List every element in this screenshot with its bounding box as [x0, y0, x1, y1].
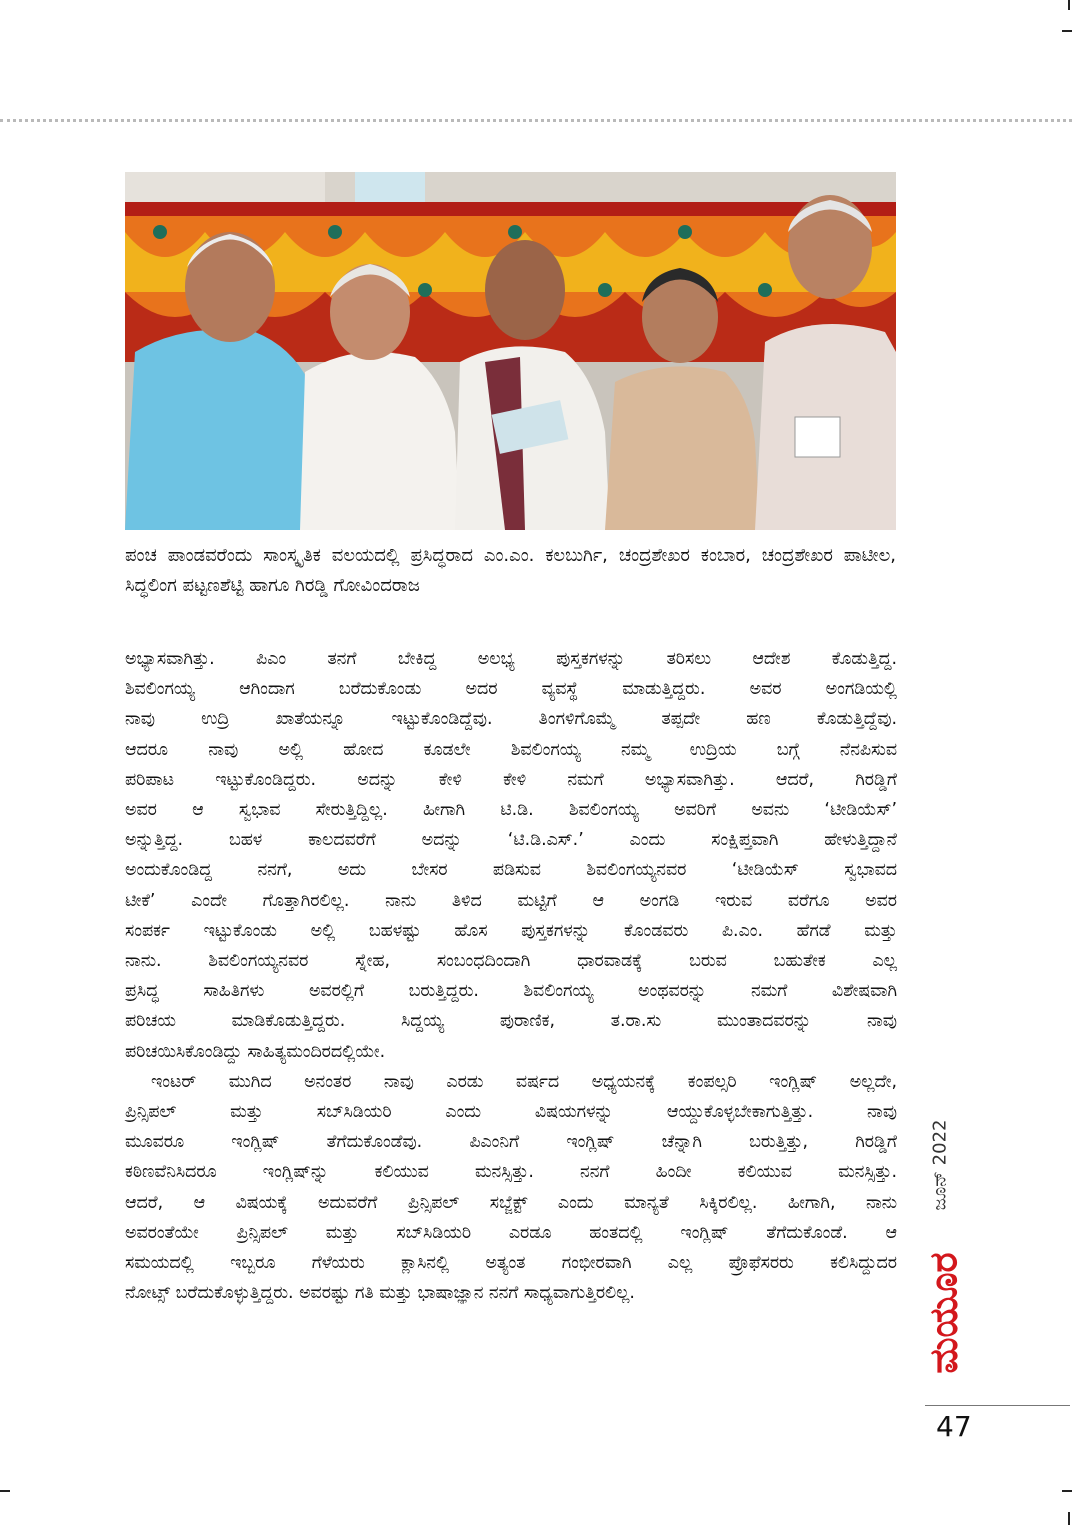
body-line: ಅನ್ನುತ್ತಿದ್ದ. ಬಹಳ ಕಾಲದವರೆಗೆ ಅದನ್ನು ‘ಟಿ.ಡಿ.ಎಸ್.’ ಎಂದು ಸಂಕ್ಷಿಪ್ತವಾಗಿ ಹೇಳುತ್ತಿದ್ದಾನೆ: [125, 830, 897, 851]
page-number-rule: [925, 1405, 1070, 1406]
crop-mark: [1068, 0, 1070, 10]
masthead-text: ಮಯೂರ: [921, 1251, 966, 1374]
body-line: ಟೀಕೆ’ ಎಂದೇ ಗೊತ್ತಾಗಿರಲಿಲ್ಲ. ನಾನು ತಿಳಿದ ಮಟ್ಟಿಗೆ ಆ ಅಂಗಡಿ ಇರುವ ವರೆಗೂ ಅವರ: [125, 890, 897, 911]
group-photo: [125, 172, 896, 530]
body-line: ಪರಿಚಯಿಸಿಕೊಂಡಿದ್ದು ಸಾಹಿತ್ಯಮಂದಿರದಲ್ಲಿಯೇ.: [125, 1041, 386, 1062]
issue-date: [920, 1100, 960, 1230]
crop-mark: [1068, 1512, 1070, 1525]
crop-mark: [1062, 1490, 1072, 1492]
crop-mark: [0, 1490, 10, 1492]
body-line: ಅಭ್ಯಾಸವಾಗಿತ್ತು. ಪಿಎಂ ತನಗೆ ಬೇಕಿದ್ದ ಅಲಭ್ಯ ಪುಸ್ತಕಗಳನ್ನು ತರಿಸಲು ಆದೇಶ ಕೊಡುತ್ತಿದ್ದ.: [125, 649, 897, 669]
body-line: ಸಂಪರ್ಕ ಇಟ್ಟುಕೊಂಡು ಅಲ್ಲಿ ಬಹಳಷ್ಟು ಹೊಸ ಪುಸ್ತಕಗಳನ್ನು ಕೊಂಡವರು ಪಿ.ಎಂ. ಹೆಗಡೆ ಮತ್ತು: [125, 920, 897, 941]
body-line: ನಾನು. ಶಿವಲಿಂಗಯ್ಯನವರ ಸ್ನೇಹ, ಸಂಬಂಧದಿಂದಾಗಿ ಧಾರವಾಡಕ್ಕೆ ಬರುವ ಬಹುತೇಕ ಎಲ್ಲ: [125, 951, 897, 972]
article-body: [125, 644, 897, 1308]
body-line: ಸಮಯದಲ್ಲಿ ಇಬ್ಬರೂ ಗೆಳೆಯರು ಕ್ಲಾಸಿನಲ್ಲಿ ಅತ್ಯಂತ ಗಂಭೀರವಾಗಿ ಎಲ್ಲ ಪ್ರೊಫೆಸರರು ಕಲಿಸಿದ್ದುದರ: [125, 1253, 897, 1274]
photo-caption: ಪಂಚ ಪಾಂಡವರೆಂದು ಸಾಂಸ್ಕೃತಿಕ ವಲಯದಲ್ಲಿ ಪ್ರಸಿದ್ಧರಾದ ಎಂ.ಎಂ. ಕಲಬುರ್ಗಿ, ಚಂದ್ರಶೇಖರ ಕಂಬಾರ, ಚಂದ್ರಶೇಖರ ಪಾಟೀಲ, ಸಿದ್ಧಲಿಂಗ ಪಟ್ಟಣಶೆಟ್ಟಿ ಹಾಗೂ ಗಿರಡ್ಡಿ ಗೋವಿಂದರಾಜ: [125, 545, 896, 596]
body-line: ನಾವು ಉದ್ರಿ ಖಾತೆಯನ್ನೂ ಇಟ್ಟುಕೊಂಡಿದ್ದೆವು. ತಿಂಗಳಿಗೊಮ್ಮೆ ತಪ್ಪದೇ ಹಣ ಕೊಡುತ್ತಿದ್ದೆವು.: [125, 709, 897, 730]
body-line: ನೋಟ್ಸ್ ಬರೆದುಕೊಳ್ಳುತ್ತಿದ್ದರು. ಅವರಷ್ಟು ಗತಿ ಮತ್ತು ಭಾಷಾಜ್ಞಾನ ನನಗೆ ಸಾಧ್ಯವಾಗುತ್ತಿರಲಿಲ್ಲ.: [125, 1283, 635, 1304]
body-line: ಅವರ ಆ ಸ್ವಭಾವ ಸೇರುತ್ತಿದ್ದಿಲ್ಲ. ಹೀಗಾಗಿ ಟಿ.ಡಿ. ಶಿವಲಿಂಗಯ್ಯ ಅವರಿಗೆ ಅವನು ‘ಟೀಡಿಯೆಸ್’: [125, 800, 897, 821]
body-line: ಪ್ರಿನ್ಸಿಪಲ್ ಮತ್ತು ಸಬ್‌ಸಿಡಿಯರಿ ಎಂದು ವಿಷಯಗಳನ್ನು ಆಯ್ದುಕೊಳ್ಳಬೇಕಾಗುತ್ತಿತ್ತು. ನಾವು: [125, 1102, 897, 1123]
header-dotted-rule: [0, 119, 1072, 122]
magazine-masthead: [920, 1230, 968, 1395]
body-line: ಅವರಂತೆಯೇ ಪ್ರಿನ್ಸಿಪಲ್ ಮತ್ತು ಸಬ್‌ಸಿಡಿಯರಿ ಎರಡೂ ಹಂತದಲ್ಲಿ ಇಂಗ್ಲಿಷ್ ತೆಗೆದುಕೊಂಡೆ. ಆ: [125, 1222, 897, 1243]
issue-date-text: ಜೂನ್ 2022: [929, 1119, 951, 1211]
body-line: ಅಂದುಕೊಂಡಿದ್ದ ನನಗೆ, ಅದು ಬೇಸರ ಪಡಿಸುವ ಶಿವಲಿಂಗಯ್ಯನವರ ‘ಟೀಡಿಯೆಸ್ ಸ್ವಭಾವದ: [125, 860, 897, 881]
body-line: ಆದರೆ, ಆ ವಿಷಯಕ್ಕೆ ಅದುವರೆಗೆ ಪ್ರಿನ್ಸಿಪಲ್ ಸಬ್ಜೆಕ್ಟ್ ಎಂದು ಮಾನ್ಯತೆ ಸಿಕ್ಕಿರಲಿಲ್ಲ. ಹೀಗಾಗಿ, ನಾನು: [125, 1192, 897, 1213]
body-line: ಮೂವರೂ ಇಂಗ್ಲಿಷ್ ತೆಗೆದುಕೊಂಡೆವು. ಪಿಎಂನಿಗೆ ಇಂಗ್ಲಿಷ್ ಚೆನ್ನಾಗಿ ಬರುತ್ತಿತ್ತು, ಗಿರಡ್ಡಿಗೆ: [125, 1132, 897, 1153]
crop-mark: [1062, 30, 1072, 32]
body-line: ಪ್ರಸಿದ್ಧ ಸಾಹಿತಿಗಳು ಅವರಲ್ಲಿಗೆ ಬರುತ್ತಿದ್ದರು. ಶಿವಲಿಂಗಯ್ಯ ಅಂಥವರನ್ನು ನಮಗೆ ವಿಶೇಷವಾಗಿ: [125, 981, 897, 1002]
body-line: ಕಠಿಣವೆನಿಸಿದರೂ ಇಂಗ್ಲಿಷ್‌ನ್ನು ಕಲಿಯುವ ಮನಸ್ಸಿತ್ತು. ನನಗೆ ಹಿಂದೀ ಕಲಿಯುವ ಮನಸ್ಸಿತ್ತು.: [125, 1162, 897, 1183]
body-line: ಆದರೂ ನಾವು ಅಲ್ಲಿ ಹೋದ ಕೂಡಲೇ ಶಿವಲಿಂಗಯ್ಯ ನಮ್ಮ ಉದ್ರಿಯ ಬಗ್ಗೆ ನೆನಪಿಸುವ: [125, 739, 897, 760]
page-number: 47: [936, 1410, 972, 1443]
body-line: ಪರಿಚಯ ಮಾಡಿಕೊಡುತ್ತಿದ್ದರು. ಸಿದ್ದಯ್ಯ ಪುರಾಣಿಕ, ತ.ರಾ.ಸು ಮುಂತಾದವರನ್ನು ನಾವು: [125, 1011, 897, 1032]
body-line: ಇಂಟರ್ ಮುಗಿದ ಅನಂತರ ನಾವು ಎರಡು ವರ್ಷದ ಅಧ್ಯಯನಕ್ಕೆ ಕಂಪಲ್ಸರಿ ಇಂಗ್ಲಿಷ್ ಅಲ್ಲದೇ,: [151, 1071, 897, 1092]
body-line: ಪರಿಪಾಟ ಇಟ್ಟುಕೊಂಡಿದ್ದರು. ಅದನ್ನು ಕೇಳಿ ಕೇಳಿ ನಮಗೆ ಅಭ್ಯಾಸವಾಗಿತ್ತು. ಆದರೆ, ಗಿರಡ್ಡಿಗೆ: [125, 769, 897, 790]
body-line: ಶಿವಲಿಂಗಯ್ಯ ಆಗಿಂದಾಗ ಬರೆದುಕೊಂಡು ಅದರ ವ್ಯವಸ್ಥೆ ಮಾಡುತ್ತಿದ್ದರು. ಅವರ ಅಂಗಡಿಯಲ್ಲಿ: [125, 679, 897, 700]
